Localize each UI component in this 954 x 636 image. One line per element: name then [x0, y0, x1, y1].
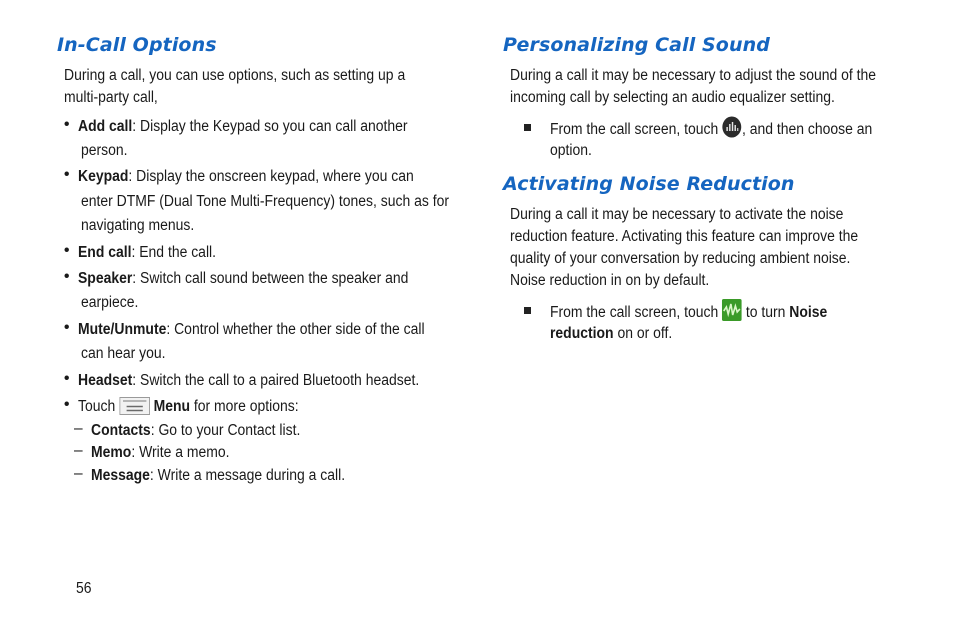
subitem-memo: Memo: Write a memo.: [91, 444, 230, 461]
bullet-marker: •: [64, 319, 70, 336]
dash-marker: –: [74, 465, 83, 482]
bullet-marker: •: [64, 268, 70, 285]
dash-marker: –: [74, 420, 83, 437]
list-item-speaker: Speaker: Switch call sound between the speaker and: [78, 270, 409, 287]
list-item-mute-cont: can hear you.: [81, 345, 166, 362]
bullet-marker: •: [64, 116, 70, 133]
list-item-end-call: End call: End the call.: [78, 244, 217, 261]
in-call-options-heading: In-Call Options: [57, 34, 217, 56]
sound-para-line-2: incoming call by selecting an audio equalizer setting.: [510, 89, 835, 106]
noise-reduction-heading: Activating Noise Reduction: [503, 173, 795, 195]
bullet-marker: •: [64, 242, 70, 259]
sound-step-cont: option.: [550, 142, 592, 159]
sound-step: From the call screen, touch , and then choose an: [550, 116, 872, 145]
intro-line-2: multi-party call,: [64, 89, 158, 106]
noise-step: From the call screen, touch to turn Noise: [550, 299, 827, 328]
noise-para-line-1: During a call it may be necessary to activate the noise: [510, 206, 844, 223]
list-item-keypad-cont-2: navigating menus.: [81, 217, 195, 234]
bullet-marker: •: [64, 370, 70, 387]
noise-para-line-3: quality of your conversation by reducing ambient noise.: [510, 250, 851, 267]
noise-para-line-2: reduction feature. Activating this feature can improve the: [510, 228, 859, 245]
bullet-marker: •: [64, 396, 70, 413]
noise-para-line-4: Noise reduction in on by default.: [510, 272, 710, 289]
intro-line-1: During a call, you can use options, such as setting up a: [64, 67, 406, 84]
sound-para-line-1: During a call it may be necessary to adjust the sound of the: [510, 67, 877, 84]
noise-step-cont: reduction on or off.: [550, 325, 673, 342]
list-item-mute: Mute/Unmute: Control whether the other side of the call: [78, 321, 425, 338]
square-bullet: [524, 307, 531, 314]
page-number: 56: [76, 580, 92, 597]
list-item-add-call: Add call: Display the Keypad so you can call another: [78, 118, 408, 135]
square-bullet: [524, 124, 531, 131]
equalizer-icon: [722, 116, 742, 145]
menu-icon: [119, 397, 150, 422]
subitem-contacts: Contacts: Go to your Contact list.: [91, 422, 301, 439]
noise-reduction-icon: [722, 299, 742, 328]
subitem-message: Message: Write a message during a call.: [91, 467, 346, 484]
dash-marker: –: [74, 442, 83, 459]
call-sound-heading: Personalizing Call Sound: [503, 34, 770, 56]
list-item-speaker-cont: earpiece.: [81, 294, 139, 311]
bullet-marker: •: [64, 166, 70, 183]
list-item-menu: Touch Menu for more options:: [78, 396, 299, 422]
list-item-add-call-cont: person.: [81, 142, 128, 159]
list-item-headset: Headset: Switch the call to a paired Bluetooth headset.: [78, 372, 420, 389]
list-item-keypad-cont-1: enter DTMF (Dual Tone Multi-Frequency) tones, such as for: [81, 193, 450, 210]
list-item-keypad: Keypad: Display the onscreen keypad, where you can: [78, 168, 414, 185]
